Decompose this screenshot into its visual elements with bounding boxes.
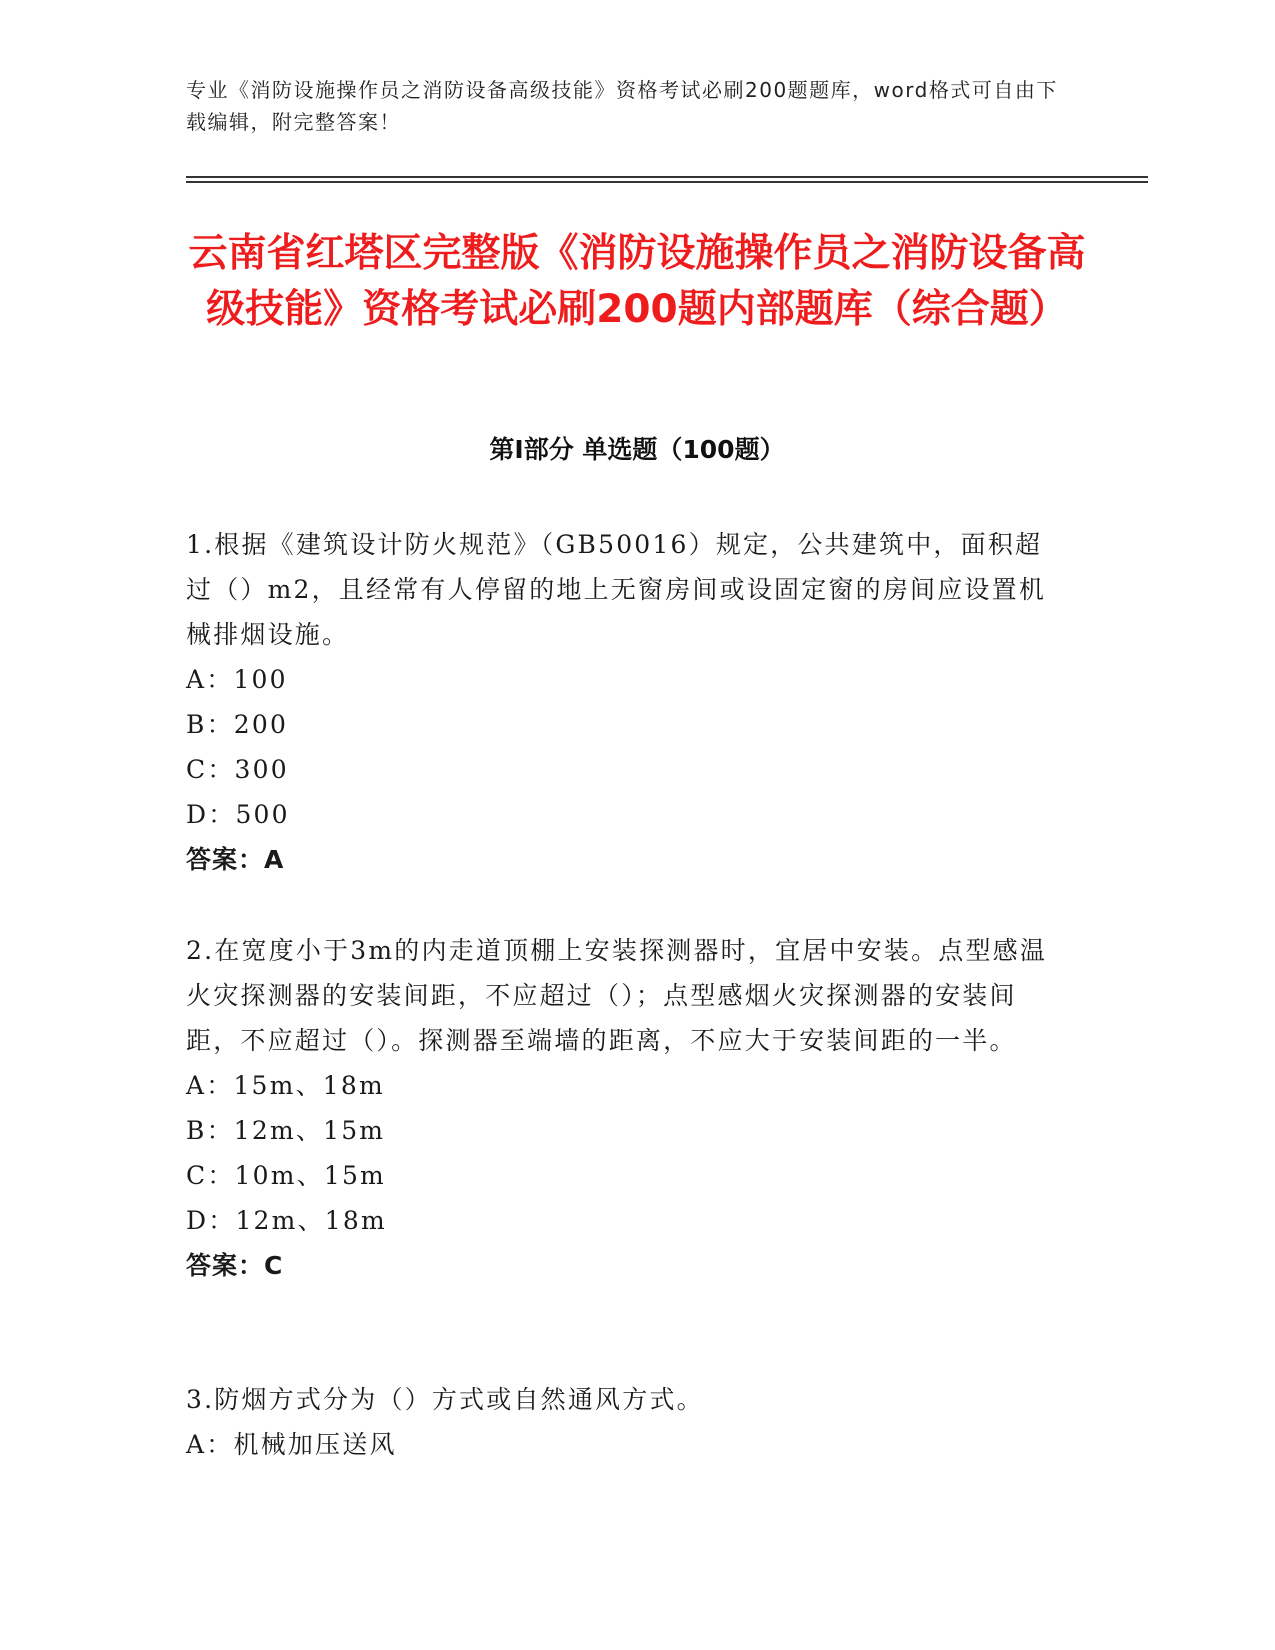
document-title: 云南省红塔区完整版《消防设施操作员之消防设备高级技能》资格考试必刷200题内部题库（综合题） [188,231,1086,332]
option-b: B：12m、15m [186,1116,386,1145]
option-c: C：300 [186,755,289,784]
header-divider-bottom [186,181,1148,183]
answer: 答案：A [186,845,285,874]
question-stem: 3.防烟方式分为（）方式或自然通风方式。 [186,1385,704,1414]
question-2 [186,928,1066,1288]
option-a: A：100 [186,665,288,694]
question-stem: 2.在宽度小于3m的内走道顶棚上安装探测器时，宜居中安装。点型感温火灾探测器的安装间距，不应超过（）；点型感烟火灾探测器的安装间距，不应超过（）。探测器至端墙的距离，不应大于安装间距的一半。 [186,936,1048,1055]
answer: 答案：C [186,1251,284,1280]
question-stem: 1.根据《建筑设计防火规范》（GB50016）规定，公共建筑中，面积超过（）m2，且经常有人停留的地上无窗房间或设固定窗的房间应设置机械排烟设施。 [186,530,1047,649]
option-d: D：12m、18m [186,1206,387,1235]
question-3 [186,1377,1066,1467]
option-a: A：机械加压送风 [186,1430,397,1459]
header-note: 专业《消防设施操作员之消防设备高级技能》资格考试必刷200题题库，word格式可自由下载编辑，附完整答案！ [186,78,1058,134]
option-b: B：200 [186,710,289,739]
header-divider-top [186,176,1148,178]
section-heading: 第I部分 单选题（100题） [489,435,785,464]
option-c: C：10m、15m [186,1161,386,1190]
question-1 [186,522,1066,882]
option-a: A：15m、18m [186,1071,385,1100]
option-d: D：500 [186,800,290,829]
